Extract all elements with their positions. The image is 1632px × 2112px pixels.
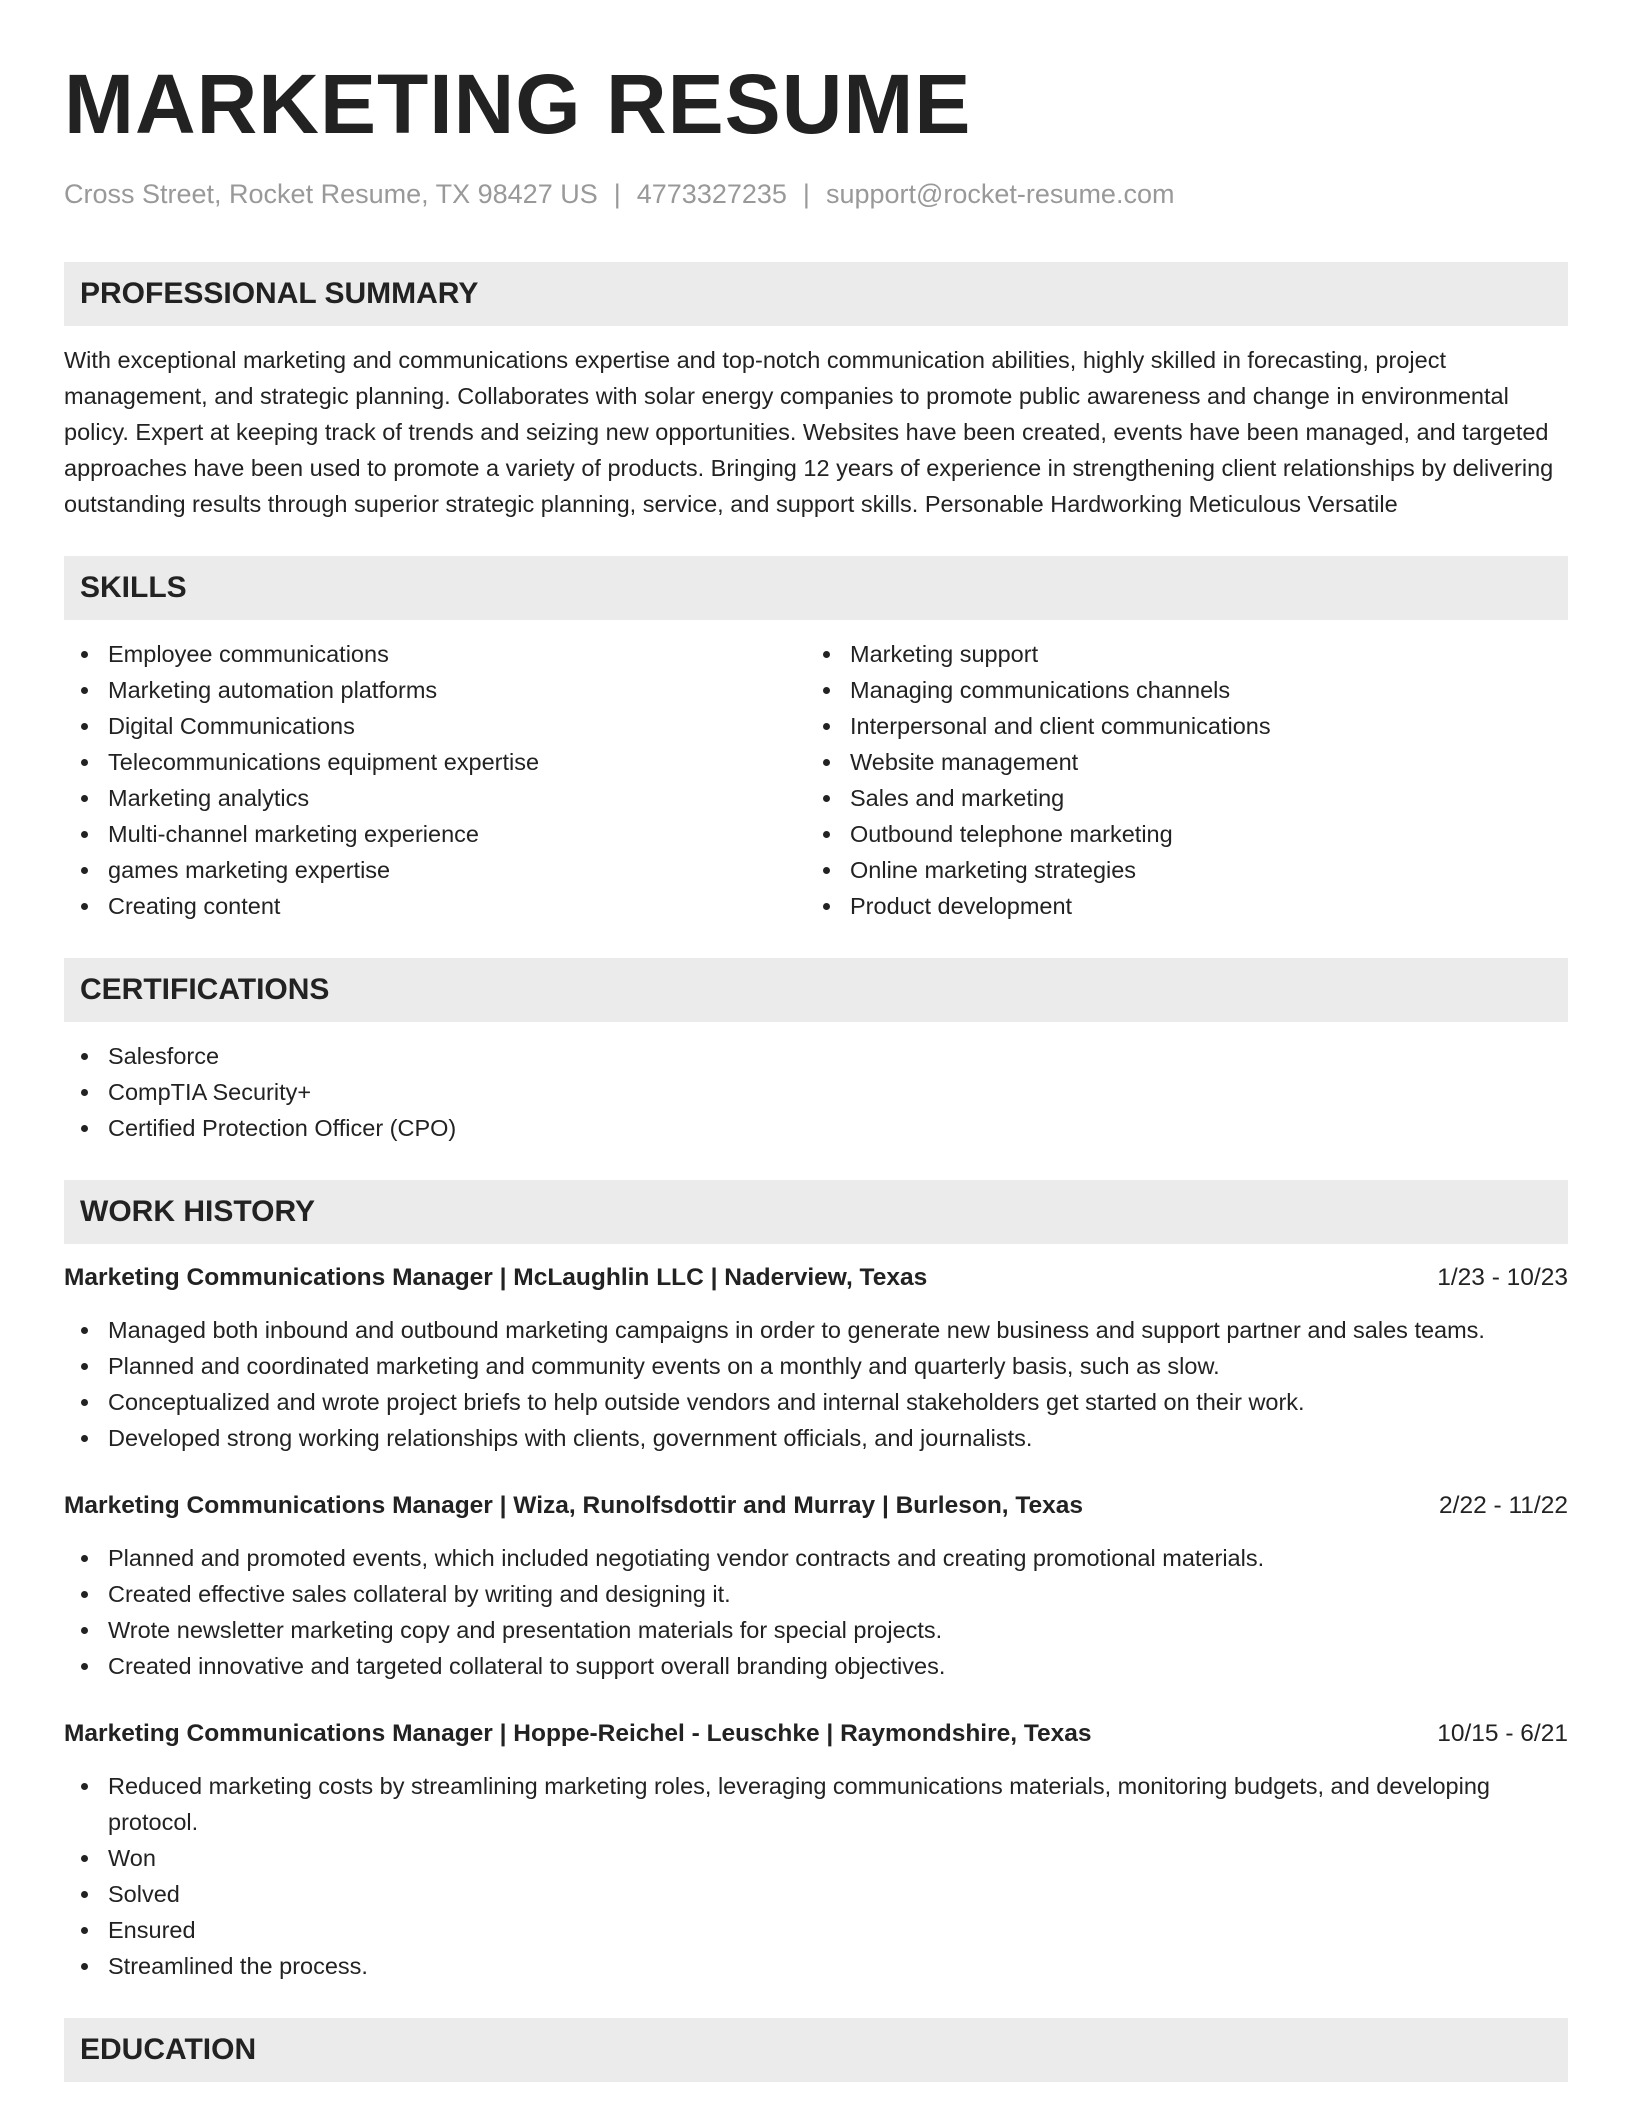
- list-item: Certified Protection Officer (CPO): [64, 1110, 1568, 1146]
- job-entry: [64, 1488, 1568, 1684]
- list-item: Online marketing strategies: [806, 852, 1548, 888]
- list-item: Marketing analytics: [64, 780, 806, 816]
- skills-columns: [64, 636, 1568, 924]
- section-header-education: EDUCATION: [64, 2018, 1568, 2082]
- list-item: Multi-channel marketing experience: [64, 816, 806, 852]
- job-entry: [64, 1716, 1568, 1984]
- contact-phone: 4773327235: [636, 179, 787, 209]
- list-item: Created innovative and targeted collateral to support overall branding objectives.: [64, 1648, 1568, 1684]
- list-item: Marketing automation platforms: [64, 672, 806, 708]
- section-header-certifications: CERTIFICATIONS: [64, 958, 1568, 1022]
- list-item: Managed both inbound and outbound marketing campaigns in order to generate new business and support partner and sales teams.: [64, 1312, 1568, 1348]
- list-item: Salesforce: [64, 1038, 1568, 1074]
- list-item: Won: [64, 1840, 1568, 1876]
- list-item: Wrote newsletter marketing copy and presentation materials for special projects.: [64, 1612, 1568, 1648]
- contact-separator: |: [802, 179, 810, 209]
- list-item: Outbound telephone marketing: [806, 816, 1548, 852]
- list-item: Telecommunications equipment expertise: [64, 744, 806, 780]
- job-bullets: [64, 1312, 1568, 1456]
- job-heading: Marketing Communications Manager | McLaughlin LLC | Naderview, Texas: [64, 1264, 928, 1291]
- list-item: Planned and promoted events, which included negotiating vendor contracts and creating promotional materials.: [64, 1540, 1568, 1576]
- job-dates: 1/23 - 10/23: [1437, 1264, 1568, 1291]
- job-dates: 10/15 - 6/21: [1437, 1720, 1568, 1747]
- list-item: Interpersonal and client communications: [806, 708, 1548, 744]
- contact-line: [64, 178, 1568, 210]
- list-item: CompTIA Security+: [64, 1074, 1568, 1110]
- contact-separator: |: [613, 179, 621, 209]
- list-item: Conceptualized and wrote project briefs to help outside vendors and internal stakeholders get started on their work.: [64, 1384, 1568, 1420]
- job-heading: Marketing Communications Manager | Hoppe-Reichel - Leuschke | Raymondshire, Texas: [64, 1720, 1092, 1747]
- contact-address: Cross Street, Rocket Resume, TX 98427 US: [64, 179, 598, 209]
- job-header: [64, 1488, 1568, 1524]
- job-header: [64, 1260, 1568, 1296]
- list-item: games marketing expertise: [64, 852, 806, 888]
- list-item: Website management: [806, 744, 1548, 780]
- list-item: Sales and marketing: [806, 780, 1548, 816]
- job-bullets: [64, 1768, 1568, 1984]
- list-item: Developed strong working relationships with clients, government officials, and journalists.: [64, 1420, 1568, 1456]
- summary-text: With exceptional marketing and communications expertise and top-notch communication abilities, highly skilled in forecasting, project management, and strategic planning. Collaborates with solar energy companies to promote public awareness and change in environmental policy. Expert at keeping track of trends and seizing new opportunities. Websites have been created, events have been managed, and targeted approaches have been used to promote a variety of products. Bringing 12 years of experience in strengthening client relationships by delivering outstanding results through superior strategic planning, service, and support skills. Personable Hardworking Meticulous Versatile: [64, 347, 1554, 517]
- list-item: Employee communications: [64, 636, 806, 672]
- list-item: Planned and coordinated marketing and community events on a monthly and quarterly basis, such as slow.: [64, 1348, 1568, 1384]
- resume-title: MARKETING RESUME: [64, 57, 972, 151]
- section-header-summary: PROFESSIONAL SUMMARY: [64, 262, 1568, 326]
- section-header-work-history: WORK HISTORY: [64, 1180, 1568, 1244]
- list-item: Marketing support: [806, 636, 1548, 672]
- job-bullets: [64, 1540, 1568, 1684]
- skills-list-left: [64, 636, 806, 924]
- list-item: Digital Communications: [64, 708, 806, 744]
- list-item: Product development: [806, 888, 1548, 924]
- job-dates: 2/22 - 11/22: [1439, 1492, 1568, 1519]
- job-header: [64, 1716, 1568, 1752]
- list-item: Reduced marketing costs by streamlining marketing roles, leveraging communications materials, monitoring budgets, and developing protocol.: [64, 1768, 1568, 1840]
- job-entry: [64, 1260, 1568, 1456]
- list-item: Managing communications channels: [806, 672, 1548, 708]
- list-item: Solved: [64, 1876, 1568, 1912]
- list-item: Ensured: [64, 1912, 1568, 1948]
- section-header-skills: SKILLS: [64, 556, 1568, 620]
- skills-list-right: [806, 636, 1548, 924]
- resume-page: [64, 0, 1568, 2082]
- certifications-list: [64, 1038, 1568, 1146]
- job-heading: Marketing Communications Manager | Wiza, Runolfsdottir and Murray | Burleson, Texas: [64, 1492, 1084, 1519]
- contact-email: support@rocket-resume.com: [825, 179, 1175, 209]
- list-item: Streamlined the process.: [64, 1948, 1568, 1984]
- list-item: Created effective sales collateral by writing and designing it.: [64, 1576, 1568, 1612]
- list-item: Creating content: [64, 888, 806, 924]
